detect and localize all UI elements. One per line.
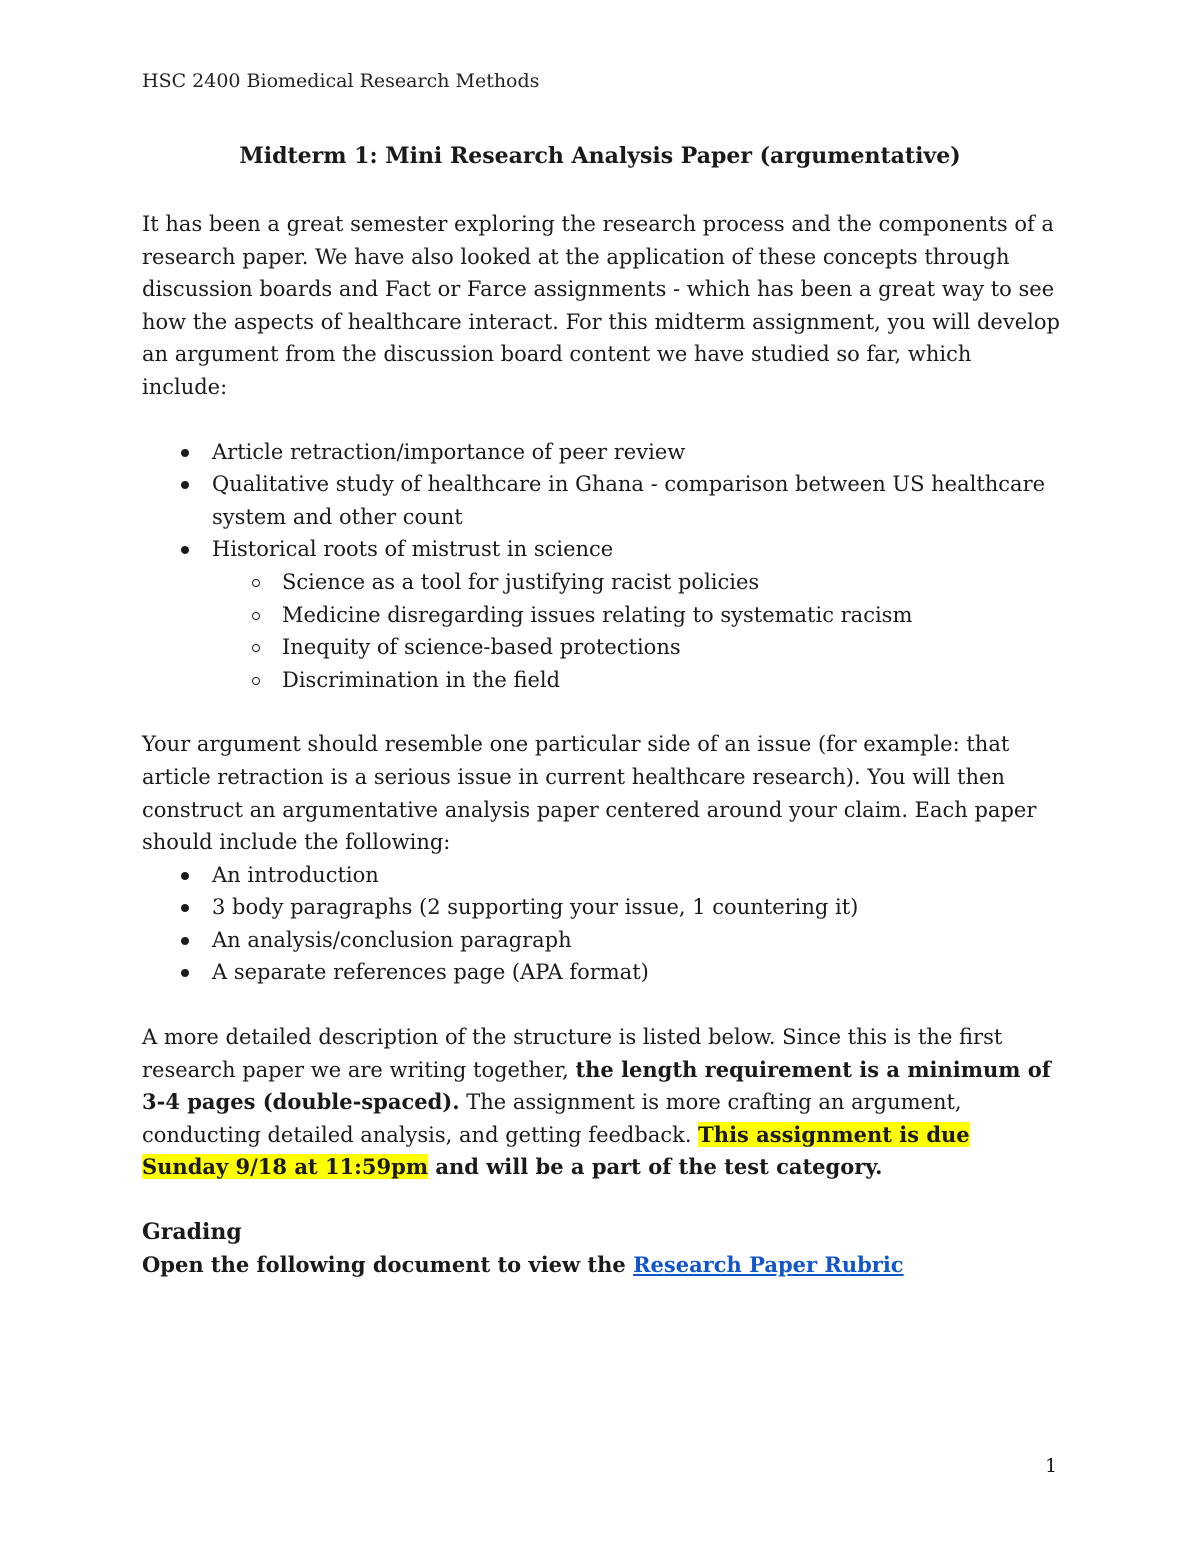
grading-heading: Grading bbox=[142, 1219, 242, 1246]
grading-prefix: Open the following document to view the bbox=[142, 1251, 634, 1277]
subtopic-item: Inequity of science-based protections bbox=[142, 631, 1062, 664]
topic-item-mistrust: Historical roots of mistrust in science bbox=[142, 533, 1062, 566]
topic-item-peer-review: Article retraction/importance of peer review bbox=[142, 436, 1062, 469]
requirement-item: An introduction bbox=[142, 859, 1062, 892]
subtopic-item: Medicine disregarding issues relating to systematic racism bbox=[142, 599, 1062, 632]
argument-paragraph: Your argument should resemble one particular side of an issue (for example: that article retraction is a serious issue in current healthcare research). You will then construct an argumentative analysis paper centered around your claim. Each paper should include the following: bbox=[142, 732, 1037, 855]
subtopic-item: Discrimination in the field bbox=[142, 664, 1062, 697]
page-number: 1 bbox=[1045, 1455, 1058, 1477]
grading-line bbox=[142, 1249, 1062, 1282]
due-date-highlight: This assignment is due Sunday 9/18 at 11:59pm bbox=[142, 1121, 970, 1180]
intro-paragraph: It has been a great semester exploring the research process and the components of a research paper. We have also looked at the application of these concepts through discussion boards and Fact or Farce assignments - which has been a great way to see how the aspects of healthcare interact. For this midterm assignment, you will develop an argument from the discussion board content we have studied so far, which include: bbox=[142, 212, 1060, 399]
detail-text: A more detailed description of the structure is listed below. Since this is the first research paper we are writing together, bbox=[142, 1025, 1003, 1082]
requirement-item: An analysis/conclusion paragraph bbox=[142, 924, 1062, 957]
detail-paragraph bbox=[142, 1021, 1062, 1184]
test-category-note: and will be a part of the test category. bbox=[428, 1154, 883, 1180]
page-header: HSC 2400 Biomedical Research Methods bbox=[142, 70, 540, 92]
length-requirement: the length requirement is a minimum of 3-4 pages (double-spaced). bbox=[142, 1056, 1051, 1115]
requirements-list bbox=[142, 859, 1062, 989]
detail-text: The assignment is more crafting an argument, conducting detailed analysis, and getting feedback. bbox=[142, 1090, 962, 1147]
subtopic-item: Science as a tool for justifying racist policies bbox=[142, 566, 1062, 599]
topic-item-ghana: Qualitative study of healthcare in Ghana - comparison between US healthcare system and other count bbox=[142, 468, 1062, 533]
requirement-item: 3 body paragraphs (2 supporting your issue, 1 countering it) bbox=[142, 891, 1062, 924]
requirement-item: A separate references page (APA format) bbox=[142, 956, 1062, 989]
rubric-link[interactable]: Research Paper Rubric bbox=[633, 1251, 904, 1277]
document-body bbox=[142, 208, 1062, 1281]
document-title: Midterm 1: Mini Research Analysis Paper (argumentative) bbox=[239, 143, 961, 169]
topic-list bbox=[142, 436, 1062, 697]
